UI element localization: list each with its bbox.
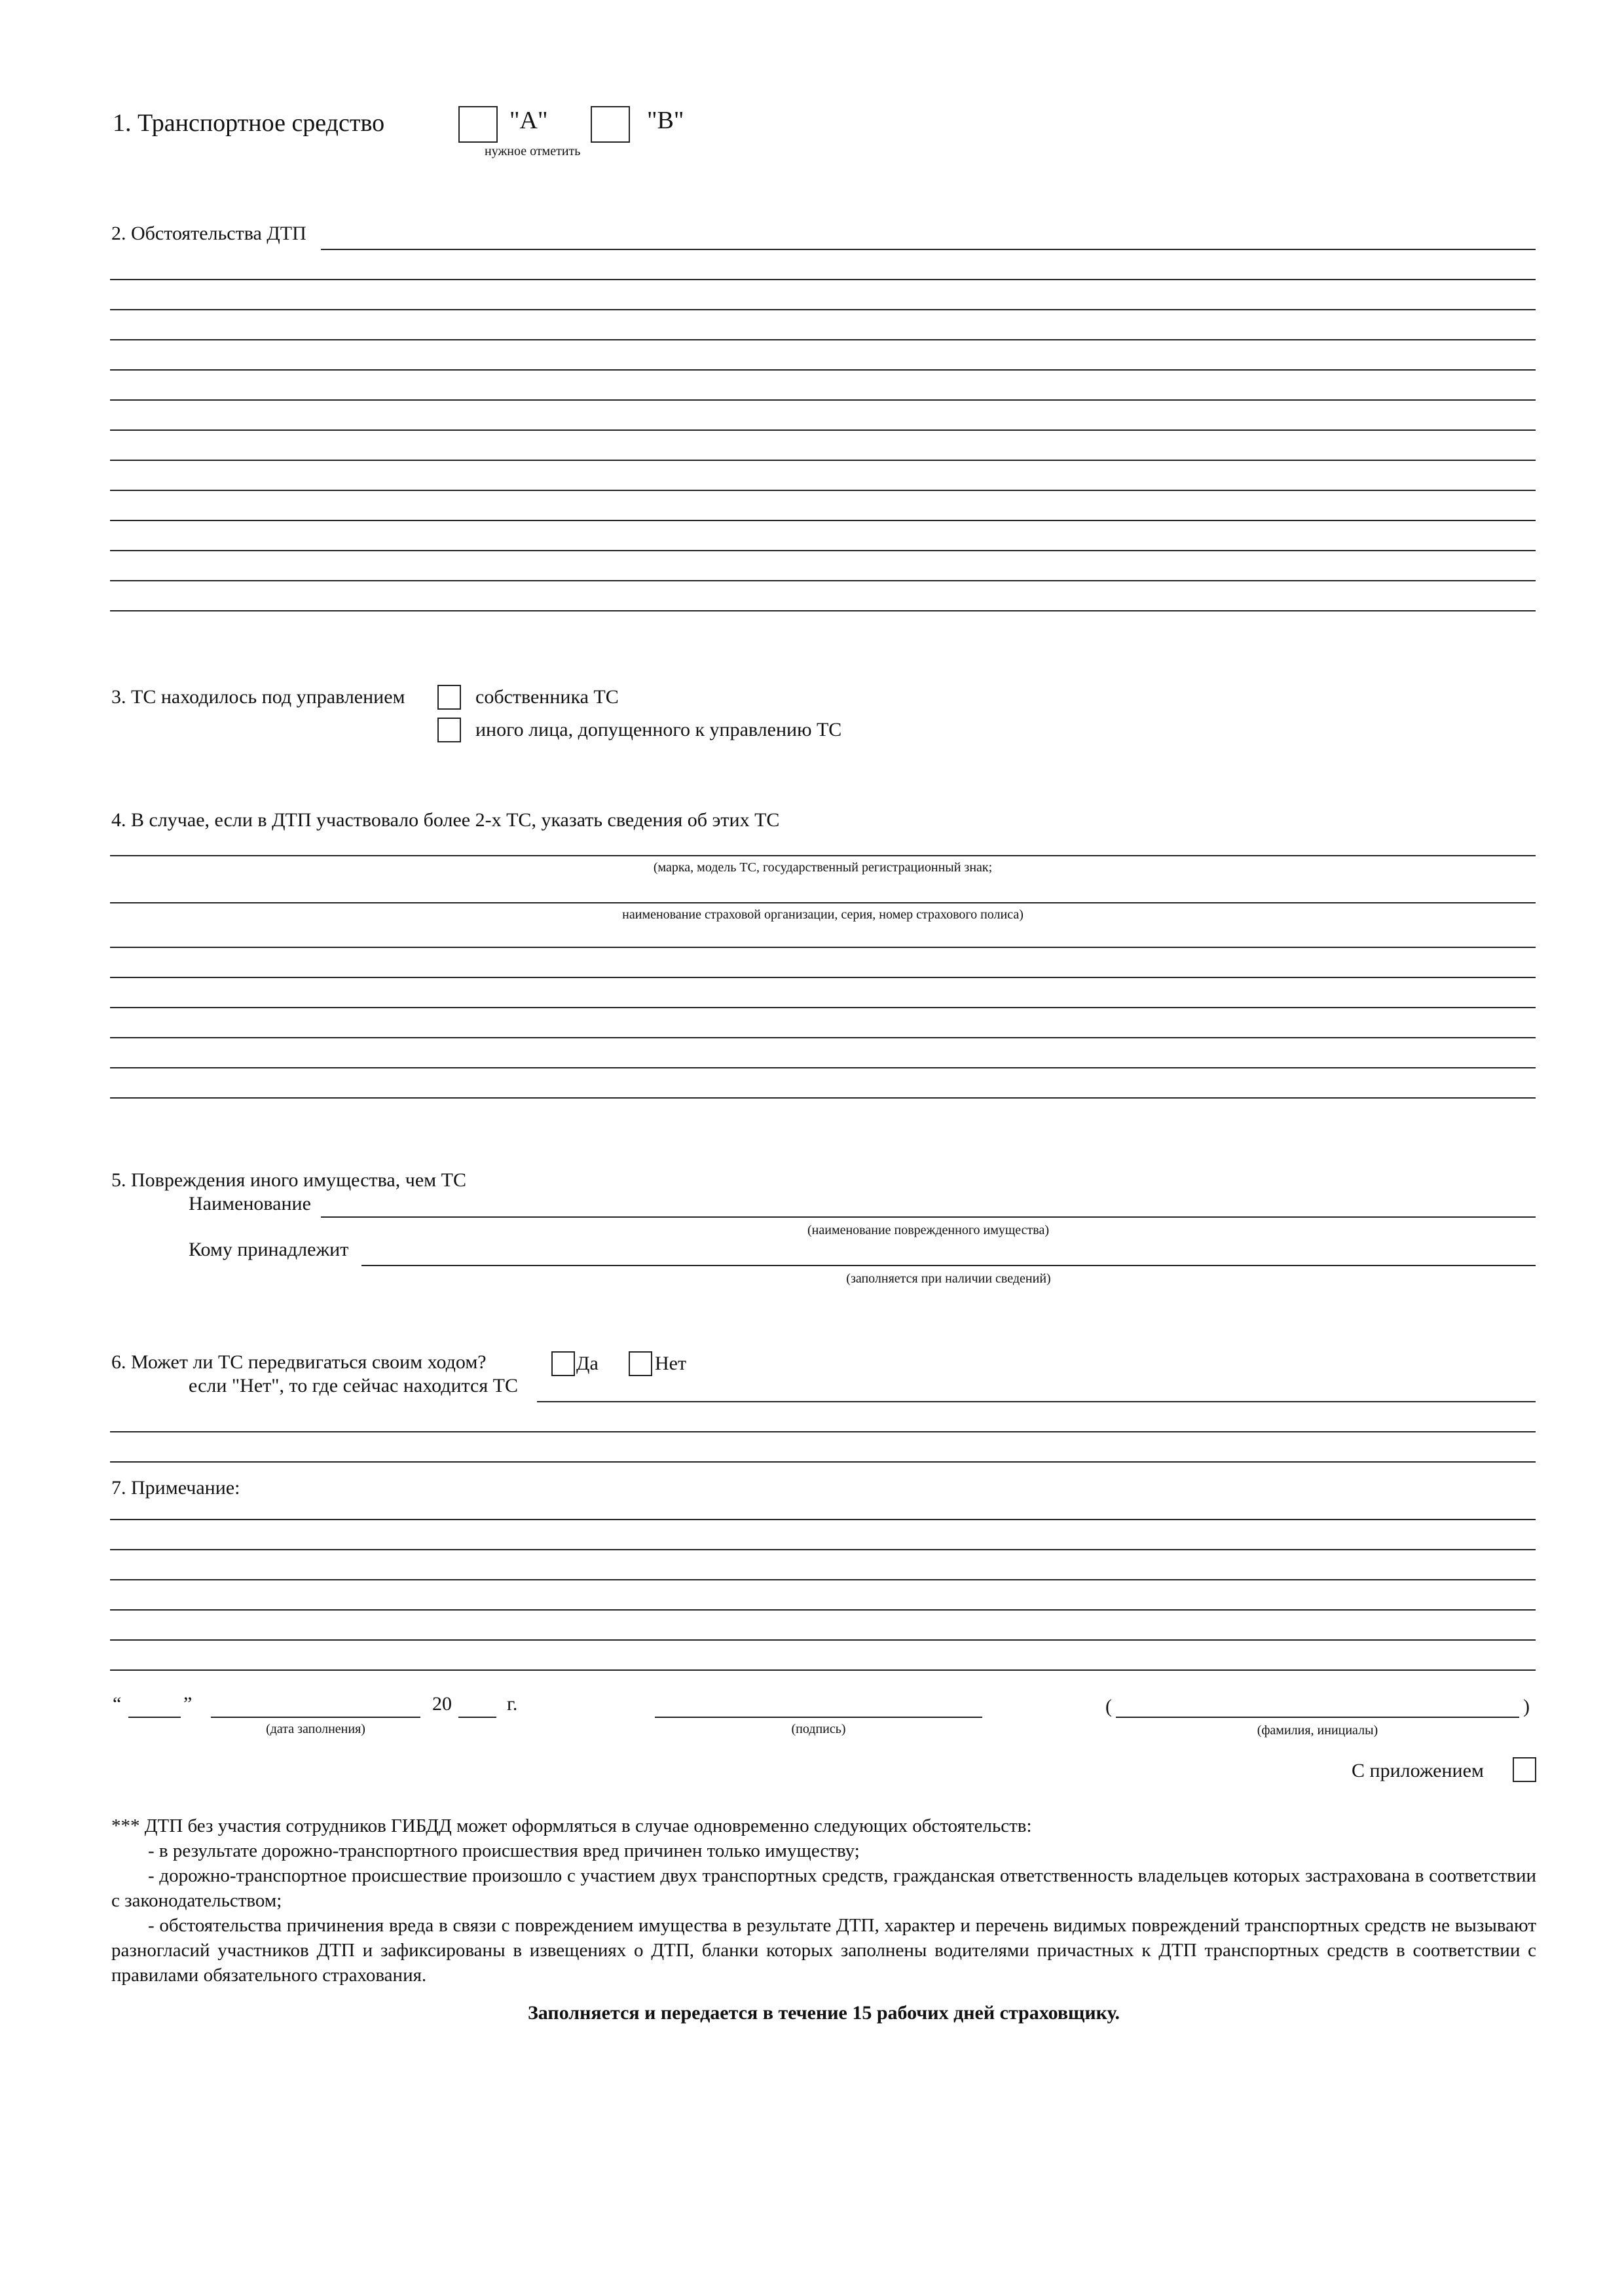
footnote-item-2: - дорожно-транспортное происшествие произошло с участием двух транспортных средств, гражданская ответственность владельцев которых застрахована в соответствии с законодательством; [111,1865,1536,1911]
circumstances-line-12[interactable] [110,610,1536,611]
section1-label: 1. Транспортное средство [113,109,385,137]
circumstances-line-5[interactable] [110,399,1536,401]
circumstances-line-3[interactable] [110,339,1536,340]
driver-owner-label: собственника ТС [475,686,619,708]
name-paren-open: ( [1105,1696,1112,1717]
section3-label: 3. ТС находилось под управлением [111,686,405,708]
property-owner-hint: (заполняется при наличии сведений) [846,1271,1051,1286]
other-vehicles-extra-line-1[interactable] [110,947,1536,948]
footnote-item-3: - обстоятельства причинения вреда в связи с повреждением имущества в результате ДТП, характер и перечень видимых повреждений транспортных средств не вызывают разногласий участников ДТП и зафиксированы в извещениях о ДТП, бланки которых заполнены водителями причастных к ДТП транспортных средств в соответствии с правилами обязательного страхования. [111,1915,1536,1986]
date-quote-close: ” [183,1693,193,1715]
section4-label: 4. В случае, если в ДТП участвовало более 2-х ТС, указать сведения об этих ТС [111,809,780,831]
year-suffix: г. [507,1693,518,1715]
footnote-intro: *** ДТП без участия сотрудников ГИБДД может оформляться в случае одновременно следующих обстоятельств: [111,1815,1032,1836]
footnote-closing: Заполняется и передается в течение 15 рабочих дней страховщику. [527,2002,1120,2024]
year-line[interactable] [458,1717,496,1718]
circumstances-line-first[interactable] [321,249,1536,250]
signature-hint: (подпись) [791,1722,846,1736]
vehicle-a-label: "А" [509,107,548,134]
circumstances-line-1[interactable] [110,279,1536,280]
notes-line-5[interactable] [110,1639,1536,1641]
other-vehicles-line-2[interactable] [110,902,1536,903]
vehicle-location-line[interactable] [537,1401,1536,1402]
other-vehicles-extra-line-2[interactable] [110,977,1536,978]
section7-label: 7. Примечание: [111,1477,240,1499]
signature-line[interactable] [655,1717,982,1718]
section6-label: 6. Может ли ТС передвигаться своим ходом? [111,1351,487,1373]
other-vehicles-extra-line-6[interactable] [110,1097,1536,1099]
property-owner-label: Кому принадлежит [189,1239,349,1260]
circumstances-line-6[interactable] [110,429,1536,431]
circumstances-line-9[interactable] [110,520,1536,521]
section5-label: 5. Повреждения иного имущества, чем ТС [111,1169,466,1191]
circumstances-line-7[interactable] [110,460,1536,461]
vehicle-location-line-3[interactable] [110,1461,1536,1463]
other-vehicles-extra-line-3[interactable] [110,1007,1536,1008]
day-line[interactable] [128,1717,181,1718]
notes-line-4[interactable] [110,1609,1536,1611]
section2-label: 2. Обстоятельства ДТП [111,223,306,244]
vehicle-b-label: "В" [647,107,684,134]
notes-line-1[interactable] [110,1519,1536,1520]
date-quote-open: “ [113,1693,122,1715]
name-paren-close: ) [1523,1696,1530,1717]
circumstances-line-11[interactable] [110,580,1536,581]
circumstances-line-2[interactable] [110,309,1536,310]
property-name-hint: (наименование поврежденного имущества) [807,1223,1049,1237]
full-name-hint: (фамилия, инициалы) [1257,1723,1378,1738]
other-vehicles-extra-line-5[interactable] [110,1067,1536,1068]
property-name-line[interactable] [321,1216,1536,1218]
driver-other-label: иного лица, допущенного к управлению ТС [475,719,842,740]
mobile-yes-label: Да [576,1353,599,1374]
attachment-checkbox[interactable] [1513,1757,1536,1782]
month-line[interactable] [211,1717,420,1718]
vehicle-a-checkbox[interactable] [458,106,498,143]
vehicle-hint: нужное отметить [485,144,581,158]
other-vehicles-hint-1: (марка, модель ТС, государственный регистрационный знак; [653,860,993,875]
driver-other-checkbox[interactable] [437,718,461,742]
vehicle-b-checkbox[interactable] [591,106,630,143]
vehicle-location-line-2[interactable] [110,1431,1536,1432]
mobile-yes-checkbox[interactable] [551,1351,575,1376]
circumstances-line-10[interactable] [110,550,1536,551]
mobile-no-checkbox[interactable] [629,1351,652,1376]
other-vehicles-hint-2: наименование страховой организации, серия, номер страхового полиса) [622,907,1024,922]
full-name-line[interactable] [1116,1717,1519,1718]
footnote-item-1: - в результате дорожно-транспортного происшествия вред причинен только имуществу; [148,1840,860,1861]
circumstances-line-8[interactable] [110,490,1536,491]
notes-line-3[interactable] [110,1579,1536,1580]
driver-owner-checkbox[interactable] [437,685,461,710]
year-prefix: 20 [432,1693,452,1715]
mobile-no-label: Нет [655,1353,687,1374]
property-name-label: Наименование [189,1193,311,1214]
vehicle-location-label: если "Нет", то где сейчас находится ТС [189,1375,518,1396]
notes-line-2[interactable] [110,1549,1536,1550]
property-owner-line[interactable] [361,1265,1536,1266]
date-hint: (дата заполнения) [266,1722,365,1736]
attachment-label: С приложением [1352,1760,1484,1781]
notes-line-6[interactable] [110,1669,1536,1671]
other-vehicles-line-1[interactable] [110,855,1536,856]
other-vehicles-extra-line-4[interactable] [110,1037,1536,1038]
circumstances-line-4[interactable] [110,369,1536,371]
